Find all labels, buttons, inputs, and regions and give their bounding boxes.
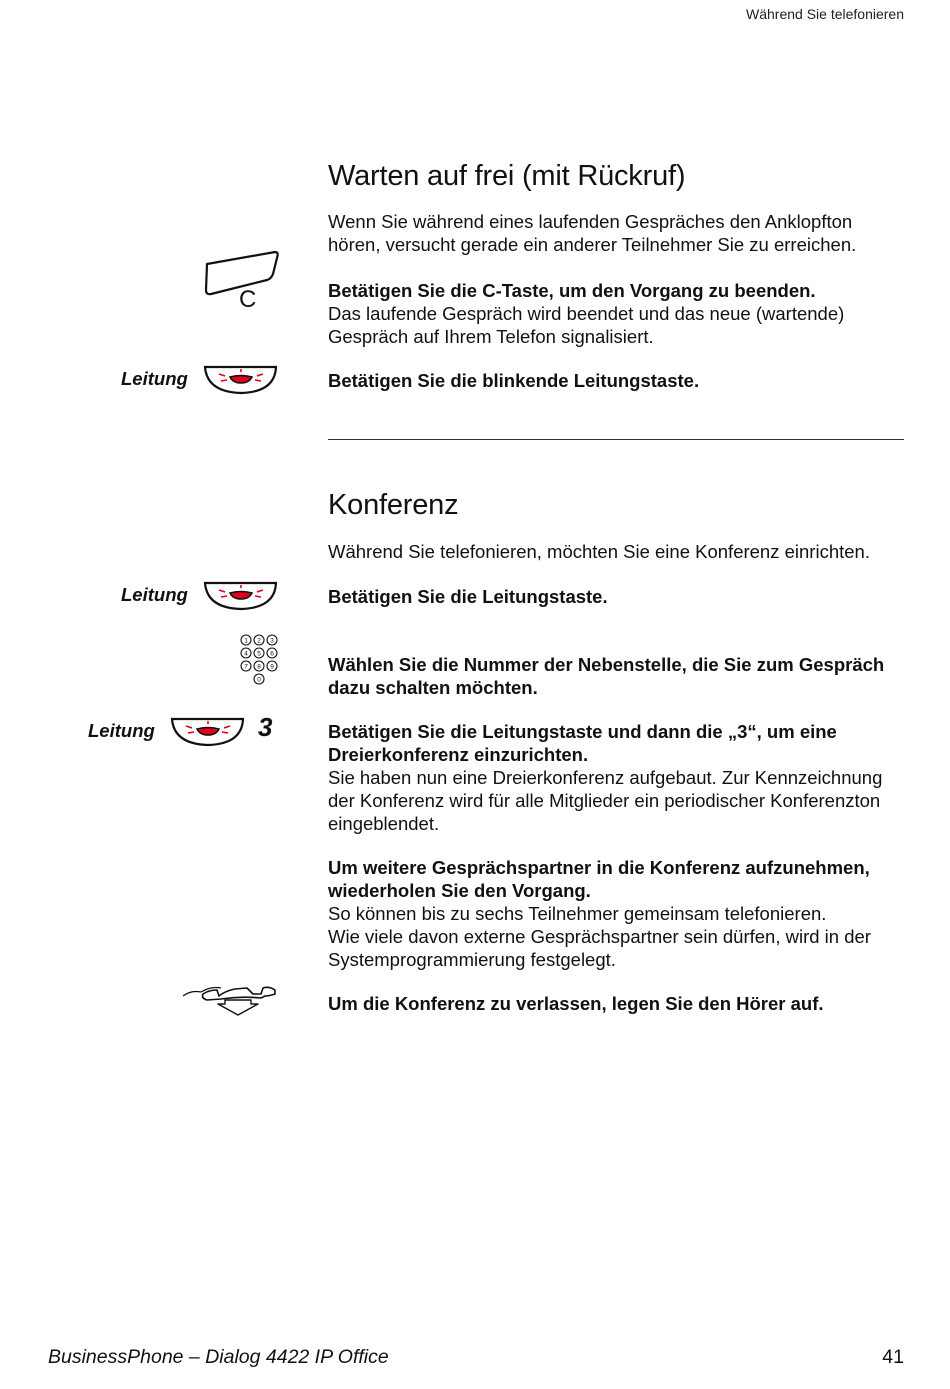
line-key-blinking-icon <box>203 364 279 396</box>
running-header: Während Sie telefonieren <box>746 6 904 22</box>
svg-text:1: 1 <box>244 637 248 645</box>
keypad-icon <box>239 633 281 689</box>
line-key-icon <box>203 580 279 612</box>
section2-step3-bold: Betätigen Sie die Leitungstaste und dann die „3“, um eine Dreierkonferenz einzurichten. <box>328 721 837 765</box>
svg-text:2: 2 <box>257 637 261 645</box>
section1-step2-bold: Betätigen Sie die blinkende Leitungstaste. <box>328 370 700 391</box>
section2-step4-bold: Um weitere Gesprächspartner in die Konferenz aufzunehmen, wiederholen Sie den Vorgang. <box>328 857 870 901</box>
section2-step2 <box>328 653 908 699</box>
section2-step4 <box>328 856 908 971</box>
section1-step1-bold: Betätigen Sie die C-Taste, um den Vorgang zu beenden. <box>328 280 816 301</box>
section-title-warten: Warten auf frei (mit Rückruf) <box>328 160 686 192</box>
section2-intro: Während Sie telefonieren, möchten Sie eine Konferenz einrichten. <box>328 541 870 562</box>
section2-step1-bold: Betätigen Sie die Leitungstaste. <box>328 586 608 607</box>
line-key-icon <box>170 716 246 748</box>
section1-step2 <box>328 369 908 392</box>
section2-step3-text: Sie haben nun eine Dreierkonferenz aufgebaut. Zur Kennzeichnung der Konferenz wird für alle Mitglieder ein periodischer Konferenzton eingeblendet. <box>328 767 883 834</box>
page-number: 41 <box>882 1346 904 1368</box>
section2-step4-text2: Wie viele davon externe Gesprächspartner sein dürfen, wird in der Systemprogrammierung festgelegt. <box>328 926 871 970</box>
svg-text:8: 8 <box>257 663 261 671</box>
section-title-konferenz: Konferenz <box>328 489 459 521</box>
line-label: Leitung <box>88 720 155 741</box>
digit-3-key: 3 <box>258 712 273 742</box>
c-key-icon <box>203 250 283 312</box>
line-label: Leitung <box>121 584 188 605</box>
section2-step4-text1: So können bis zu sechs Teilnehmer gemeinsam telefonieren. <box>328 903 827 924</box>
section2-step3 <box>328 720 908 835</box>
line-label: Leitung <box>121 368 188 389</box>
section-divider <box>328 439 904 440</box>
section2-step1 <box>328 585 908 608</box>
handset-hang-up-icon <box>181 982 281 1018</box>
svg-text:0: 0 <box>257 676 261 684</box>
svg-text:6: 6 <box>270 650 274 658</box>
section1-step1-text: Das laufende Gespräch wird beendet und das neue (wartende) Gespräch auf Ihrem Telefon signalisiert. <box>328 303 845 347</box>
svg-text:7: 7 <box>244 663 248 671</box>
svg-text:4: 4 <box>244 650 248 658</box>
section1-intro: Wenn Sie während eines laufenden Gespräches den Anklopfton hören, versucht gerade ein anderer Teilnehmer Sie zu erreichen. <box>328 211 857 255</box>
svg-text:9: 9 <box>270 663 274 671</box>
svg-text:3: 3 <box>270 637 274 645</box>
c-key-label: C <box>239 286 257 313</box>
footer-title: BusinessPhone – Dialog 4422 IP Office <box>48 1346 389 1368</box>
svg-text:5: 5 <box>257 650 261 658</box>
section1-step1 <box>328 279 908 348</box>
section2-step5 <box>328 992 908 1015</box>
section2-step2-bold: Wählen Sie die Nummer der Nebenstelle, die Sie zum Gespräch dazu schalten möchten. <box>328 654 885 698</box>
section2-step5-bold: Um die Konferenz zu verlassen, legen Sie den Hörer auf. <box>328 993 824 1014</box>
